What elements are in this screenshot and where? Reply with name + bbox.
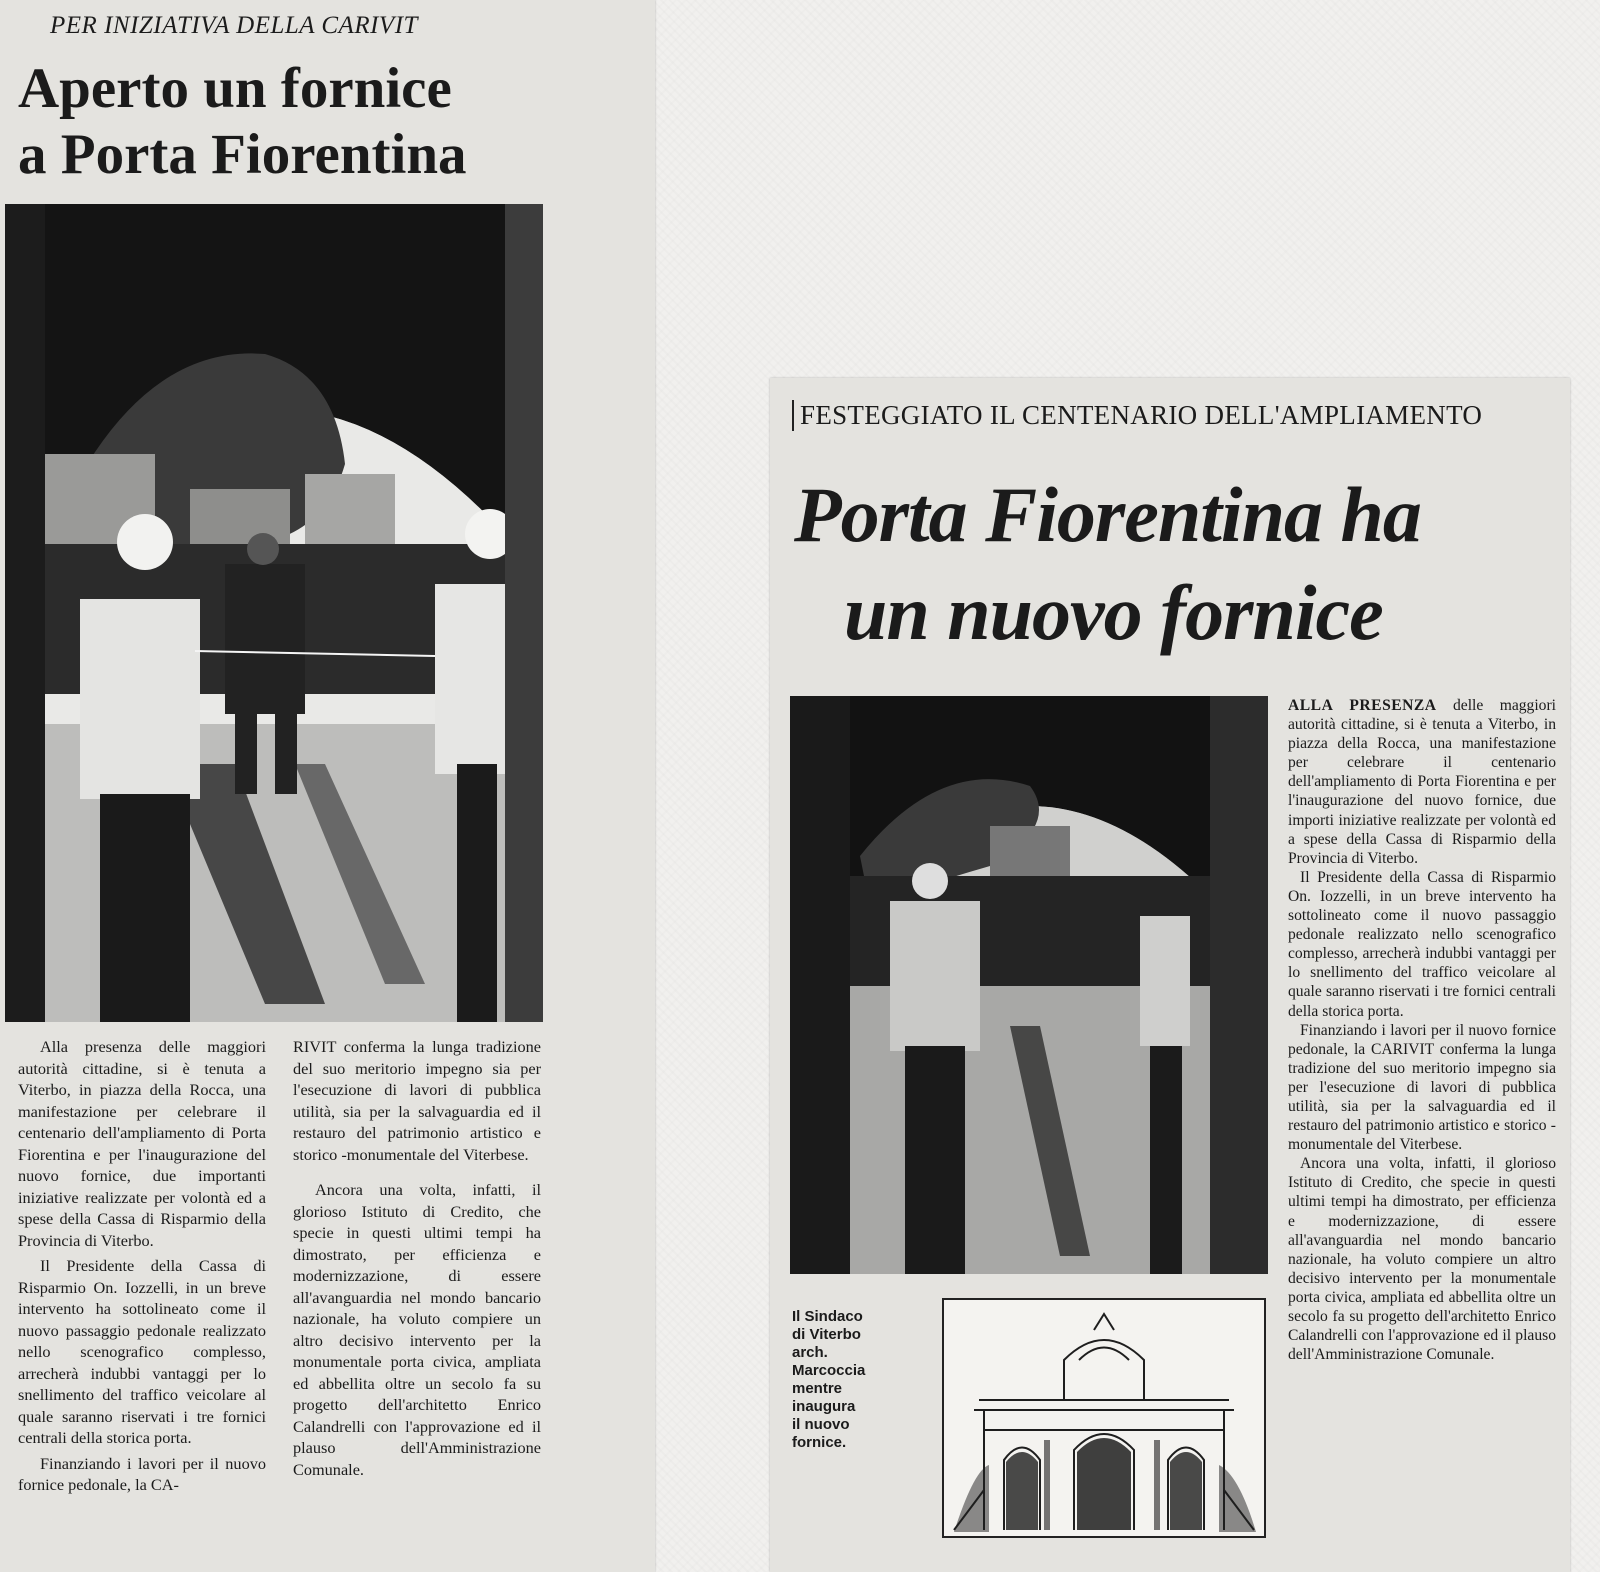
right-headline-line-2: un nuovo fornice xyxy=(844,569,1383,656)
right-paragraph: Il Presidente della Cassa di Risparmio On. Iozzelli, in un breve intervento ha sottolineato come il nuovo passaggio pedonale realizzato nello scenografico complesso, arrecherà indubbi vantaggi per lo snellimento del traffico veicolare al quale saranno riservati i tre fornici centrali della storica porta. xyxy=(1288,868,1556,1020)
left-headline-line-2: a Porta Fiorentina xyxy=(18,123,467,186)
left-paragraph: Alla presenza delle maggiori autorità cittadine, si è tenuta a Viterbo, in piazza della Rocca, una manifestazione per celebrare il centenario dell'ampliamento di Porta Fiorentina e per l'inaugurazione del nuovo fornice, due importanti iniziative realizzate per volontà ed a spese della Cassa di Risparmio della Provincia di Viterbo. xyxy=(18,1037,266,1250)
right-kicker: FESTEGGIATO IL CENTENARIO DELL'AMPLIAMENTO xyxy=(792,400,1570,431)
caption-line: mentre xyxy=(792,1380,843,1397)
photo-caption xyxy=(792,1308,922,1452)
porta-fiorentina-drawing xyxy=(942,1298,1266,1538)
right-lead-in: ALLA PRESENZA xyxy=(1288,697,1437,714)
right-headline xyxy=(794,466,1564,662)
right-newspaper-clipping xyxy=(770,378,1570,1572)
left-paragraph: RIVIT conferma la lunga tradizione del suo meritorio impegno sia per l'esecuzione di lavori di pubblica utilità, sia per la salvaguardia ed il restauro del patrimonio artistico e storico -monumentale del Viterbese. xyxy=(293,1037,541,1164)
right-headline-line-1: Porta Fiorentina ha xyxy=(794,471,1421,558)
caption-line: inaugura xyxy=(792,1398,856,1415)
left-paragraph: Ancora una volta, infatti, il glorioso Istituto di Credito, che specie in questi ultimi tempi ha dimostrato, per efficienza e modernizzazione, di essere all'avanguardia nel mondo bancario nazionale, ha voluto compiere un altro decisivo intervento per la monumentale porta civica, ampliata ed abbellita oltre un secolo fa su progetto dell'architetto Enrico Calandrelli con l'approvazione ed il plauso dell'Amministrazione Comunale. xyxy=(293,1180,541,1479)
caption-line: Marcoccia xyxy=(792,1362,866,1379)
left-paragraph: Il Presidente della Cassa di Risparmio On. Iozzelli, in un breve intervento ha sottolineato come il nuovo passaggio pedonale realizzato nello scenografico complesso, arrecherà indubbi vantaggi per lo snellimento del traffico veicolare al quale saranno riservati i tre fornici centrali della storica porta. xyxy=(18,1256,266,1447)
left-column-1 xyxy=(18,1036,266,1500)
right-paragraph-text: delle maggiori autorità cittadine, si è tenuta a Viterbo, in piazza della Rocca, una manifestazione per celebrare il centenario dell'ampliamento di Porta Fiorentina e per l'inaugurazione del nuovo fornice, due importi iniziative realizzate per volontà ed a spese della Cassa di Risparmio della Provincia di Viterbo. xyxy=(1288,697,1556,867)
left-paragraph: Finanziando i lavori per il nuovo fornice pedonale, la CA- xyxy=(18,1453,266,1494)
right-paragraph: Finanziando i lavori per il nuovo fornice pedonale, la CARIVIT conferma la lunga tradizione del suo meritorio impegno sia per l'esecuzione di lavori di pubblica utilità, sia per la salvaguardia ed il restauro del patrimonio artistico e storico - monumentale del Viterbese. xyxy=(1288,1021,1556,1154)
right-paragraph-1 xyxy=(1288,696,1556,868)
right-paragraph: Ancora una volta, infatti, il glorioso Istituto di Credito, che specie in questi ultimi tempi ha dimostrato, per efficienza e modernizzazione, di essere all'avanguardia nel mondo bancario nazionale, ha voluto compiere un altro decisivo intervento per la monumentale porta civica, ampliata ed abbellita oltre un secolo fa su progetto dell'architetto Enrico Calandrelli con l'approvazione ed il plauso dell'Amministrazione Comunale. xyxy=(1288,1155,1556,1364)
caption-line: fornice. xyxy=(792,1434,847,1451)
caption-line: arch. xyxy=(792,1344,828,1361)
right-photo-arch-inauguration xyxy=(790,696,1268,1274)
caption-line: il nuovo xyxy=(792,1416,850,1433)
caption-line: di Viterbo xyxy=(792,1326,861,1343)
right-article-body xyxy=(1288,696,1556,1364)
left-kicker: PER INIZIATIVA DELLA CARIVIT xyxy=(50,12,418,39)
left-headline-line-1: Aperto un fornice xyxy=(18,57,452,120)
left-newspaper-clipping xyxy=(0,0,655,1572)
left-column-2 xyxy=(293,1036,541,1484)
left-headline xyxy=(18,56,638,188)
left-photo-arch-inauguration xyxy=(5,204,543,1022)
caption-line: Il Sindaco xyxy=(792,1308,863,1325)
